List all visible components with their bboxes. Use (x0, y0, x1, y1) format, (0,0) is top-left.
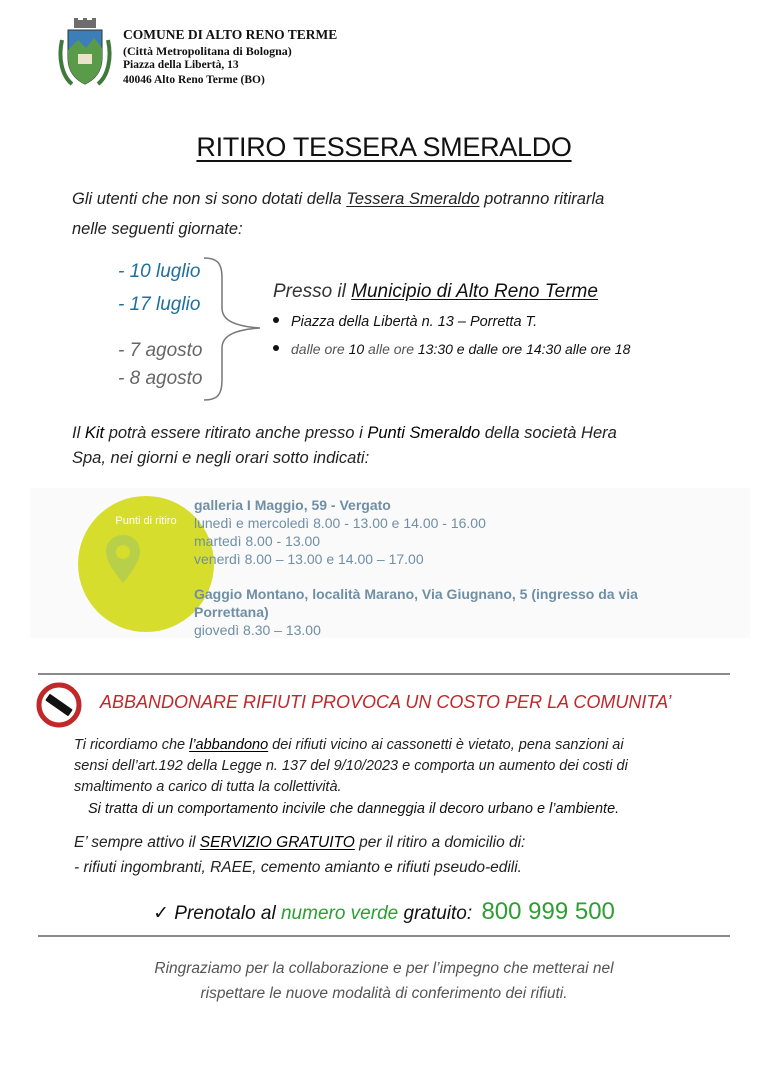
location-heading (273, 281, 598, 303)
notice-line (74, 737, 624, 753)
notice-line: sensi dell’art.192 della Legge n. 137 del 9/10/2023 e comporta un aumento dei costi di (74, 758, 628, 774)
service-text: E’ sempre attivo il (74, 834, 200, 851)
punti-smeraldo: Punti Smeraldo (367, 424, 481, 442)
bullet-icon (273, 317, 279, 323)
date-item: - 7 agosto (118, 340, 203, 361)
pickup-point-title: galleria I Maggio, 59 - Vergato (194, 497, 391, 513)
notice-text: Ti ricordiamo che (74, 737, 190, 753)
intro-text-end: potranno ritirarla (479, 190, 605, 208)
hours-text: dalle ore (291, 341, 349, 357)
header-address: Piazza della Libertà, 13 (123, 59, 239, 71)
coat-of-arms-icon (56, 18, 114, 92)
servizio-gratuito: SERVIZIO GRATUITO (199, 834, 355, 851)
kit-word: Kit (84, 424, 105, 442)
warning-headline: ABBANDONARE RIFIUTI PROVOCA UN COSTO PER LA COMUNITA’ (100, 692, 672, 712)
kit-text: Il (72, 424, 85, 442)
tessera-link: Tessera Smeraldo (346, 190, 480, 208)
service-line (74, 834, 525, 852)
hours-text: alle ore (364, 341, 418, 357)
booking-line (0, 898, 768, 926)
kit-text: potrà essere ritirato anche presso i (104, 424, 368, 442)
header-postcode: 40046 Alto Reno Terme (BO) (123, 74, 265, 86)
pickup-point-hours: venerdì 8.00 – 13.00 e 14.00 – 17.00 (194, 551, 424, 567)
municipio-name: Municipio di Alto Reno Terme (351, 281, 598, 302)
checkmark-icon: ✓ (153, 903, 170, 924)
hours-text: 13:30 e dalle ore 14:30 alle ore 18 (417, 341, 631, 357)
intro-text: Gli utenti che non si sono dotati della (72, 190, 347, 208)
date-item: - 17 luglio (118, 294, 201, 315)
header-municipality: COMUNE DI ALTO RENO TERME (123, 27, 338, 42)
booking-text: Prenotalo al (174, 903, 281, 924)
divider (38, 935, 730, 937)
address-bullet (273, 314, 537, 330)
date-item: - 10 luglio (118, 261, 201, 282)
notice-text: dei rifiuti vicino ai cassonetti è vietato, pena sanzioni ai (268, 737, 624, 753)
date-item: - 8 agosto (118, 368, 203, 389)
service-text: per il ritiro a domicilio di: (354, 834, 526, 851)
hours-bullet (273, 341, 630, 357)
phone-number[interactable]: 800 999 500 (481, 898, 615, 925)
kit-line-1 (72, 424, 617, 443)
kit-line-2: Spa, nei giorni e negli orari sotto indicati: (72, 449, 370, 467)
pickup-point-title: Porrettana) (194, 604, 269, 620)
divider (38, 673, 730, 675)
header-metro-city: (Città Metropolitana di Bologna) (123, 44, 292, 58)
pickup-point-hours: giovedì 8.30 – 13.00 (194, 622, 321, 638)
intro-line-2: nelle seguenti giornate: (72, 220, 243, 238)
hours-text: 10 (348, 341, 365, 357)
address-text: Piazza della Libertà n. 13 – Porretta T. (291, 314, 538, 330)
pickup-point-hours: lunedì e mercoledì 8.00 - 13.00 e 14.00 - 16.00 (194, 515, 486, 531)
presso-label: Presso il (273, 281, 352, 302)
service-items: - rifiuti ingombranti, RAEE, cemento amianto e rifiuti pseudo-edili. (74, 859, 522, 876)
booking-text: gratuito: (398, 903, 473, 924)
notice-line: Si tratta di un comportamento incivile che danneggia il decoro urbano e l’ambiente. (88, 801, 620, 817)
curly-brace-icon (200, 256, 264, 402)
thanks-line: Ringraziamo per la collaborazione e per l’impegno che metterai nel (154, 960, 614, 977)
pickup-point-hours: martedì 8.00 - 13.00 (194, 533, 321, 549)
abbandono-word: l’abbandono (189, 737, 269, 753)
pickup-badge-label: Punti di ritiro (115, 515, 177, 527)
location-pin-icon (103, 533, 143, 585)
bullet-icon (273, 345, 279, 351)
thanks-line: rispettare le nuove modalità di conferimento dei rifiuti. (200, 985, 568, 1002)
no-entry-icon (36, 682, 82, 728)
intro-line-1 (72, 190, 604, 209)
numero-verde: numero verde (280, 903, 399, 924)
page-title: RITIRO TESSERA SMERALDO (196, 132, 572, 162)
notice-line: smaltimento a carico di tutta la collettività. (74, 779, 342, 795)
pickup-point-title: Gaggio Montano, località Marano, Via Giugnano, 5 (ingresso da via (194, 586, 638, 602)
kit-text: della società Hera (480, 424, 617, 442)
